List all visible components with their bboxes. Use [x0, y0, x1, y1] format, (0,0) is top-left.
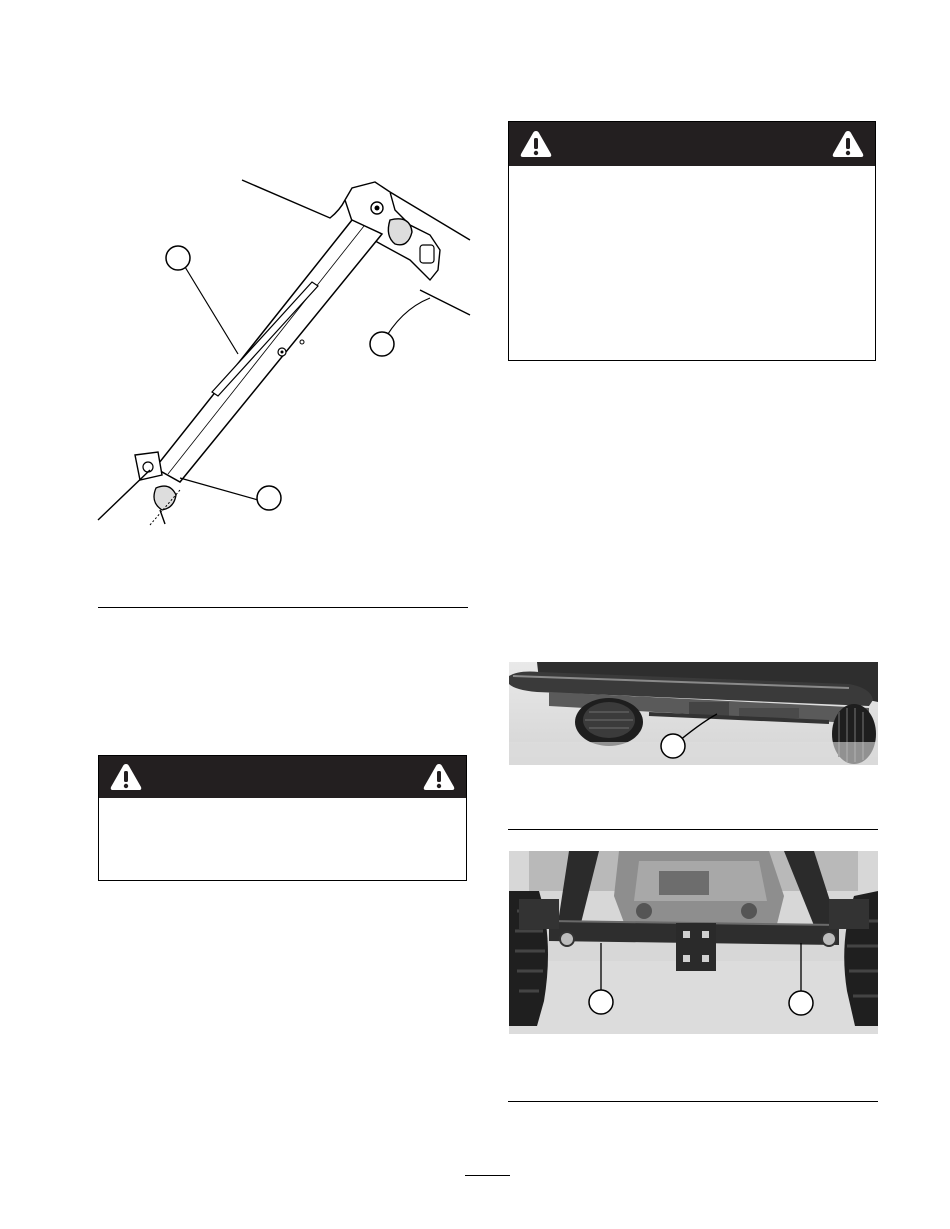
callout-1	[166, 246, 190, 270]
strut-line-drawing	[90, 170, 480, 540]
callout-3	[257, 486, 281, 510]
figure-rule-photo-top	[508, 829, 878, 830]
vehicle-underside-photo	[509, 851, 878, 1034]
warning-header	[509, 122, 875, 166]
callout-1	[589, 990, 613, 1014]
vehicle-rear-photo	[509, 662, 878, 765]
warning-triangle-icon	[109, 762, 143, 792]
warning-triangle-icon	[519, 129, 553, 159]
figure-rule-photo-bottom	[508, 1101, 878, 1102]
warning-triangle-icon	[831, 129, 865, 159]
warning-triangle-icon	[422, 762, 456, 792]
figure-rule-left	[98, 607, 468, 608]
callout-1	[661, 734, 685, 758]
callout-2	[789, 991, 813, 1015]
warning-box-left	[98, 755, 467, 881]
callout-2	[370, 332, 394, 356]
warning-header	[99, 756, 466, 798]
page-number-rule	[465, 1175, 510, 1176]
warning-box-right	[508, 121, 876, 361]
